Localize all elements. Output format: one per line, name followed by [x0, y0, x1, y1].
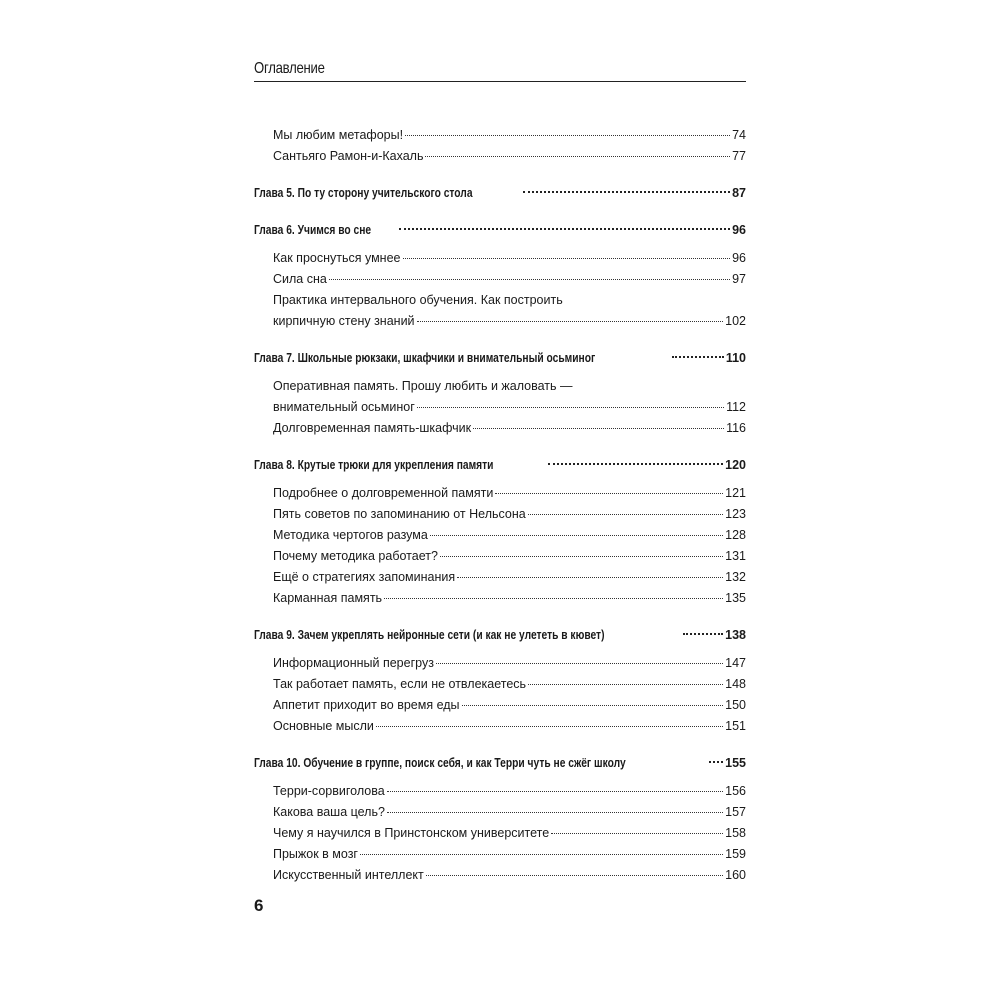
- dot-leader: [709, 760, 723, 763]
- toc-entry-page: 156: [725, 784, 746, 798]
- toc-entry-page: 131: [725, 549, 746, 563]
- toc-entry-page: 96: [732, 251, 746, 265]
- toc-entry-label: Так работает память, если не отвлекаетесь: [273, 677, 527, 691]
- toc-entry-label: Сила сна: [273, 272, 327, 286]
- toc-entry-label: кирпичную стену знаний: [273, 314, 415, 328]
- toc-chapter-10[interactable]: [254, 753, 746, 774]
- toc-entry-label: внимательный осьминог: [273, 400, 415, 414]
- toc-entry-page: 150: [725, 698, 746, 712]
- toc-chapter-6[interactable]: [254, 220, 746, 241]
- toc-entry[interactable]: [254, 311, 746, 332]
- toc-entry-first-line[interactable]: Оперативная память. Прошу любить и жаловать —: [273, 379, 573, 393]
- toc-entry-label: Сантьяго Рамон-и-Кахаль: [273, 149, 424, 163]
- toc-entry-page: 132: [725, 570, 746, 584]
- dot-leader: [405, 134, 730, 136]
- dot-leader: [376, 725, 723, 727]
- chapter-page: 155: [725, 756, 746, 770]
- toc-entry-label: Какова ваша цель?: [273, 805, 385, 819]
- toc-entry-label: Чему я научился в Принстонском университете: [273, 826, 550, 840]
- toc-entry-label: Аппетит приходит во время еды: [273, 698, 460, 712]
- dot-leader: [425, 155, 730, 157]
- toc-entry[interactable]: [254, 567, 746, 588]
- chapter-label: Глава 10. Обучение в группе, поиск себя, и как Терри чуть не сжёг школу: [254, 756, 626, 770]
- dot-leader: [440, 555, 723, 557]
- chapter-page: 120: [725, 458, 746, 472]
- toc-entry-page: 102: [725, 314, 746, 328]
- toc-entry[interactable]: [254, 504, 746, 525]
- dot-leader: [384, 597, 723, 599]
- toc-entry-page: 147: [725, 656, 746, 670]
- toc-entry[interactable]: [254, 146, 746, 167]
- toc-entry-page: 148: [725, 677, 746, 691]
- toc-entry-page: 151: [725, 719, 746, 733]
- toc-chapter-8[interactable]: [254, 455, 746, 476]
- toc-entry-page: 116: [726, 421, 746, 435]
- page-number: 6: [254, 896, 264, 915]
- toc-entry[interactable]: [254, 674, 746, 695]
- toc-entry-page: 123: [725, 507, 746, 521]
- toc-entry-label: Искусственный интеллект: [273, 868, 424, 882]
- toc-entry[interactable]: [254, 418, 746, 439]
- toc-chapter-7[interactable]: [254, 348, 746, 369]
- chapter-page: 110: [725, 351, 746, 365]
- dot-leader: [387, 790, 723, 792]
- dot-leader: [417, 320, 724, 322]
- dot-leader: [548, 462, 723, 465]
- toc-entry[interactable]: [254, 588, 746, 609]
- toc-entry[interactable]: [254, 781, 746, 802]
- toc-entry-page: 135: [725, 591, 746, 605]
- dot-leader: [329, 278, 730, 280]
- dot-leader: [473, 427, 724, 429]
- toc-entry-first-line[interactable]: Практика интервального обучения. Как построить: [273, 293, 563, 307]
- toc-entry-label: Долговременная память-шкафчик: [273, 421, 472, 435]
- toc-entry-label: Ещё о стратегиях запоминания: [273, 570, 456, 584]
- dot-leader: [403, 257, 731, 259]
- dot-leader: [528, 513, 723, 515]
- toc-entry-label: Основные мысли: [273, 719, 374, 733]
- page-title: Оглавление: [254, 60, 325, 77]
- toc-entry-label: Мы любим метафоры!: [273, 128, 404, 142]
- toc-entry[interactable]: [254, 546, 746, 567]
- dot-leader: [436, 662, 723, 664]
- toc-entry-label: Как проснуться умнее: [273, 251, 401, 265]
- toc-entry[interactable]: [254, 844, 746, 865]
- dot-leader: [430, 534, 723, 536]
- dot-leader: [495, 492, 723, 494]
- toc-entry-page: 159: [725, 847, 746, 861]
- dot-leader: [399, 227, 730, 230]
- toc-entry[interactable]: [254, 716, 746, 737]
- toc-entry-label: Карманная память: [273, 591, 383, 605]
- dot-leader: [387, 811, 723, 813]
- toc-entry-label: Пять советов по запоминанию от Нельсона: [273, 507, 526, 521]
- toc-entry[interactable]: [254, 483, 746, 504]
- toc-entry[interactable]: [254, 823, 746, 844]
- chapter-page: 96: [732, 223, 746, 237]
- chapter-label: Глава 5. По ту сторону учительского стола: [254, 186, 473, 200]
- toc-entry-page: 160: [725, 868, 746, 882]
- running-header: [254, 60, 746, 82]
- dot-leader: [523, 190, 731, 193]
- toc-entry-page: 77: [732, 149, 746, 163]
- toc-entry[interactable]: [254, 653, 746, 674]
- dot-leader: [360, 853, 723, 855]
- table-of-contents: [254, 125, 746, 886]
- toc-entry-page: 158: [725, 826, 746, 840]
- chapter-label: Глава 8. Крутые трюки для укрепления памяти: [254, 458, 494, 472]
- toc-entry-label: Подробнее о долговременной памяти: [273, 486, 494, 500]
- chapter-page: 87: [732, 186, 746, 200]
- chapter-label: Глава 7. Школьные рюкзаки, шкафчики и внимательный осьминог: [254, 351, 596, 365]
- toc-entry-label: Методика чертогов разума: [273, 528, 428, 542]
- toc-chapter-5[interactable]: [254, 183, 746, 204]
- toc-chapter-9[interactable]: [254, 625, 746, 646]
- chapter-label: Глава 6. Учимся во сне: [254, 223, 372, 237]
- toc-entry[interactable]: [254, 865, 746, 886]
- chapter-label: Глава 9. Зачем укреплять нейронные сети (и как не улететь в кювет): [254, 628, 605, 642]
- toc-entry-label: Почему методика работает?: [273, 549, 438, 563]
- toc-entry-label: Информационный перегруз: [273, 656, 434, 670]
- dot-leader: [551, 832, 723, 834]
- dot-leader: [528, 683, 723, 685]
- toc-entry-label: Прыжок в мозг: [273, 847, 358, 861]
- toc-entry-page: 97: [732, 272, 746, 286]
- toc-entry-page: 74: [732, 128, 746, 142]
- dot-leader: [457, 576, 723, 578]
- dot-leader: [683, 632, 723, 635]
- dot-leader: [417, 406, 724, 408]
- toc-entry-page: 157: [725, 805, 746, 819]
- dot-leader: [672, 355, 724, 358]
- toc-entry-page: 121: [725, 486, 746, 500]
- toc-entry[interactable]: [254, 125, 746, 146]
- toc-entry-label: Терри-сорвиголова: [273, 784, 385, 798]
- toc-entry-page: 128: [725, 528, 746, 542]
- toc-entry[interactable]: [254, 248, 746, 269]
- dot-leader: [462, 704, 724, 706]
- toc-entry[interactable]: [254, 525, 746, 546]
- toc-entry-page: 112: [726, 400, 746, 414]
- toc-entry[interactable]: [254, 269, 746, 290]
- toc-entry[interactable]: [254, 397, 746, 418]
- toc-entry[interactable]: [254, 695, 746, 716]
- toc-entry[interactable]: [254, 802, 746, 823]
- dot-leader: [426, 874, 723, 876]
- chapter-page: 138: [725, 628, 746, 642]
